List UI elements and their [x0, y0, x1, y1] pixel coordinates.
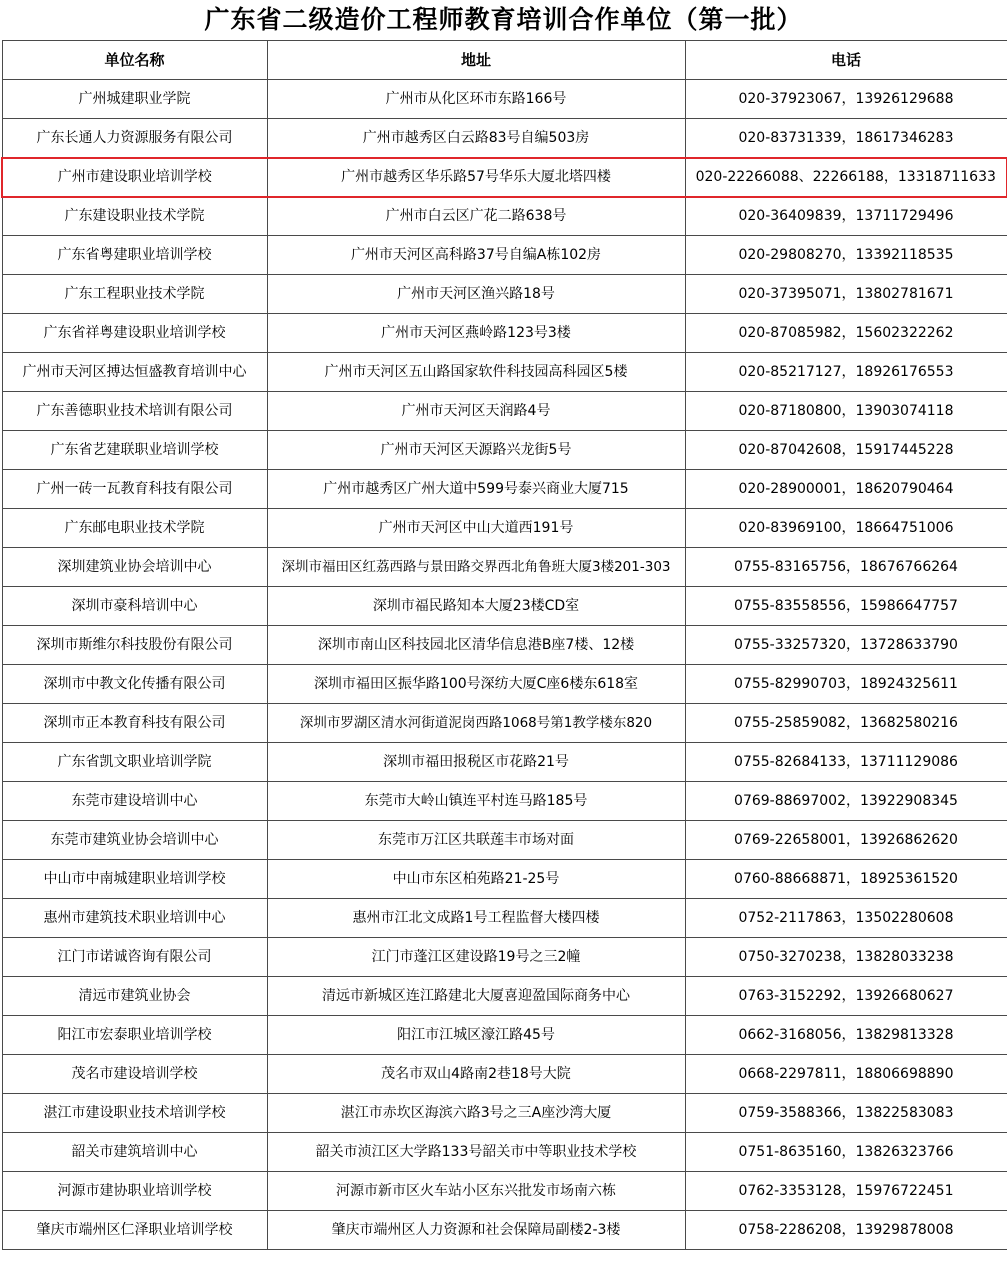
table-row: [2, 80, 1007, 119]
phone-cell: 0750-3270238，13828033238: [685, 938, 1007, 977]
address-cell: 广州市从化区环市东路166号: [267, 80, 685, 119]
phone-cell: 020-22266088、22266188，13318711633: [685, 158, 1007, 197]
phone-cell: 0755-82990703，18924325611: [685, 665, 1007, 704]
unit-name-cell: 河源市建协职业培训学校: [2, 1172, 267, 1211]
address-cell: 阳江市江城区濠江路45号: [267, 1016, 685, 1055]
table-row: [2, 977, 1007, 1016]
header-phone: 电话: [685, 41, 1007, 80]
unit-name-cell: 广州市建设职业培训学校: [2, 158, 267, 197]
phone-cell: 020-83731339，18617346283: [685, 119, 1007, 158]
unit-name-cell: 湛江市建设职业技术培训学校: [2, 1094, 267, 1133]
table-row: [2, 1094, 1007, 1133]
table-row: [2, 1211, 1007, 1250]
unit-name-cell: 广东善德职业技术培训有限公司: [2, 392, 267, 431]
table-row: [2, 275, 1007, 314]
unit-name-cell: 深圳市中教文化传播有限公司: [2, 665, 267, 704]
address-cell: 深圳市南山区科技园北区清华信息港B座7楼、12楼: [267, 626, 685, 665]
table-row: [2, 158, 1007, 197]
phone-cell: 020-29808270，13392118535: [685, 236, 1007, 275]
unit-name-cell: 茂名市建设培训学校: [2, 1055, 267, 1094]
unit-name-cell: 广东省凯文职业培训学院: [2, 743, 267, 782]
address-cell: 广州市白云区广花二路638号: [267, 197, 685, 236]
unit-name-cell: 广东邮电职业技术学院: [2, 509, 267, 548]
address-cell: 清远市新城区连江路建北大厦喜迎盈国际商务中心: [267, 977, 685, 1016]
table-row: [2, 587, 1007, 626]
unit-name-cell: 韶关市建筑培训中心: [2, 1133, 267, 1172]
training-units-table: [1, 40, 1007, 1250]
unit-name-cell: 阳江市宏泰职业培训学校: [2, 1016, 267, 1055]
phone-cell: 0763-3152292，13926680627: [685, 977, 1007, 1016]
unit-name-cell: 广东省粤建职业培训学校: [2, 236, 267, 275]
address-cell: 广州市越秀区白云路83号自编503房: [267, 119, 685, 158]
phone-cell: 0668-2297811，18806698890: [685, 1055, 1007, 1094]
table-row: [2, 626, 1007, 665]
phone-cell: 020-36409839，13711729496: [685, 197, 1007, 236]
address-cell: 肇庆市端州区人力资源和社会保障局副楼2-3楼: [267, 1211, 685, 1250]
unit-name-cell: 江门市诺诚咨询有限公司: [2, 938, 267, 977]
phone-cell: 020-37923067，13926129688: [685, 80, 1007, 119]
phone-cell: 0755-82684133，13711129086: [685, 743, 1007, 782]
header-unit-name: 单位名称: [2, 41, 267, 80]
unit-name-cell: 广州一砖一瓦教育科技有限公司: [2, 470, 267, 509]
unit-name-cell: 清远市建筑业协会: [2, 977, 267, 1016]
unit-name-cell: 广东长通人力资源服务有限公司: [2, 119, 267, 158]
address-cell: 广州市越秀区广州大道中599号泰兴商业大厦715: [267, 470, 685, 509]
phone-cell: 020-85217127，18926176553: [685, 353, 1007, 392]
phone-cell: 0755-83165756，18676766264: [685, 548, 1007, 587]
unit-name-cell: 广东省艺建联职业培训学校: [2, 431, 267, 470]
address-cell: 广州市越秀区华乐路57号华乐大厦北塔四楼: [267, 158, 685, 197]
unit-name-cell: 东莞市建设培训中心: [2, 782, 267, 821]
table-body: [2, 80, 1007, 1250]
address-cell: 湛江市赤坎区海滨六路3号之三A座沙湾大厦: [267, 1094, 685, 1133]
phone-cell: 020-87085982，15602322262: [685, 314, 1007, 353]
address-cell: 广州市天河区渔兴路18号: [267, 275, 685, 314]
header-address: 地址: [267, 41, 685, 80]
address-cell: 广州市天河区五山路国家软件科技园高科园区5楼: [267, 353, 685, 392]
phone-cell: 0758-2286208，13929878008: [685, 1211, 1007, 1250]
phone-cell: 020-28900001，18620790464: [685, 470, 1007, 509]
unit-name-cell: 深圳市斯维尔科技股份有限公司: [2, 626, 267, 665]
address-cell: 深圳市福田区红荔西路与景田路交界西北角鲁班大厦3楼201-303: [267, 548, 685, 587]
phone-cell: 0751-8635160，13826323766: [685, 1133, 1007, 1172]
unit-name-cell: 深圳市正本教育科技有限公司: [2, 704, 267, 743]
phone-cell: 020-37395071，13802781671: [685, 275, 1007, 314]
phone-cell: 0769-88697002，13922908345: [685, 782, 1007, 821]
phone-cell: 020-83969100，18664751006: [685, 509, 1007, 548]
address-cell: 深圳市福田区振华路100号深纺大厦C座6楼东618室: [267, 665, 685, 704]
unit-name-cell: 广东建设职业技术学院: [2, 197, 267, 236]
address-cell: 东莞市大岭山镇连平村连马路185号: [267, 782, 685, 821]
table-row: [2, 548, 1007, 587]
table-row: [2, 665, 1007, 704]
address-cell: 深圳市福田报税区市花路21号: [267, 743, 685, 782]
unit-name-cell: 深圳建筑业协会培训中心: [2, 548, 267, 587]
unit-name-cell: 深圳市豪科培训中心: [2, 587, 267, 626]
unit-name-cell: 中山市中南城建职业培训学校: [2, 860, 267, 899]
table-row: [2, 899, 1007, 938]
address-cell: 广州市天河区中山大道西191号: [267, 509, 685, 548]
table-row: [2, 119, 1007, 158]
unit-name-cell: 东莞市建筑业协会培训中心: [2, 821, 267, 860]
unit-name-cell: 广州城建职业学院: [2, 80, 267, 119]
table-row: [2, 782, 1007, 821]
table-row: [2, 860, 1007, 899]
table-row: [2, 704, 1007, 743]
unit-name-cell: 广东工程职业技术学院: [2, 275, 267, 314]
table-row: [2, 938, 1007, 977]
table-row: [2, 431, 1007, 470]
phone-cell: 020-87042608，15917445228: [685, 431, 1007, 470]
address-cell: 东莞市万江区共联莲丰市场对面: [267, 821, 685, 860]
phone-cell: 0762-3353128，15976722451: [685, 1172, 1007, 1211]
address-cell: 茂名市双山4路南2巷18号大院: [267, 1055, 685, 1094]
phone-cell: 0769-22658001，13926862620: [685, 821, 1007, 860]
table-row: [2, 470, 1007, 509]
address-cell: 广州市天河区天润路4号: [267, 392, 685, 431]
phone-cell: 0759-3588366，13822583083: [685, 1094, 1007, 1133]
phone-cell: 0755-33257320，13728633790: [685, 626, 1007, 665]
unit-name-cell: 广州市天河区搏达恒盛教育培训中心: [2, 353, 267, 392]
address-cell: 广州市天河区高科路37号自编A栋102房: [267, 236, 685, 275]
phone-cell: 0755-83558556，15986647757: [685, 587, 1007, 626]
table-row: [2, 1172, 1007, 1211]
phone-cell: 020-87180800，13903074118: [685, 392, 1007, 431]
unit-name-cell: 广东省祥粤建设职业培训学校: [2, 314, 267, 353]
phone-cell: 0662-3168056，13829813328: [685, 1016, 1007, 1055]
table-row: [2, 1133, 1007, 1172]
table-row: [2, 1016, 1007, 1055]
table-row: [2, 1055, 1007, 1094]
address-cell: 深圳市罗湖区清水河街道泥岗西路1068号第1教学楼东820: [267, 704, 685, 743]
address-cell: 江门市蓬江区建设路19号之三2幢: [267, 938, 685, 977]
address-cell: 中山市东区柏苑路21-25号: [267, 860, 685, 899]
address-cell: 河源市新市区火车站小区东兴批发市场南六栋: [267, 1172, 685, 1211]
page-title: 广东省二级造价工程师教育培训合作单位（第一批）: [204, 5, 803, 34]
table-row: [2, 314, 1007, 353]
table-row: [2, 236, 1007, 275]
address-cell: 广州市天河区燕岭路123号3楼: [267, 314, 685, 353]
address-cell: 广州市天河区天源路兴龙街5号: [267, 431, 685, 470]
table-row: [2, 392, 1007, 431]
address-cell: 深圳市福民路知本大厦23楼CD室: [267, 587, 685, 626]
unit-name-cell: 肇庆市端州区仁泽职业培训学校: [2, 1211, 267, 1250]
address-cell: 韶关市浈江区大学路133号韶关市中等职业技术学校: [267, 1133, 685, 1172]
table-row: [2, 509, 1007, 548]
address-cell: 惠州市江北文成路1号工程监督大楼四楼: [267, 899, 685, 938]
phone-cell: 0755-25859082，13682580216: [685, 704, 1007, 743]
table-header-row: [2, 41, 1007, 80]
table-row: [2, 821, 1007, 860]
table-row: [2, 743, 1007, 782]
phone-cell: 0760-88668871，18925361520: [685, 860, 1007, 899]
table-row: [2, 197, 1007, 236]
phone-cell: 0752-2117863，13502280608: [685, 899, 1007, 938]
table-row: [2, 353, 1007, 392]
unit-name-cell: 惠州市建筑技术职业培训中心: [2, 899, 267, 938]
